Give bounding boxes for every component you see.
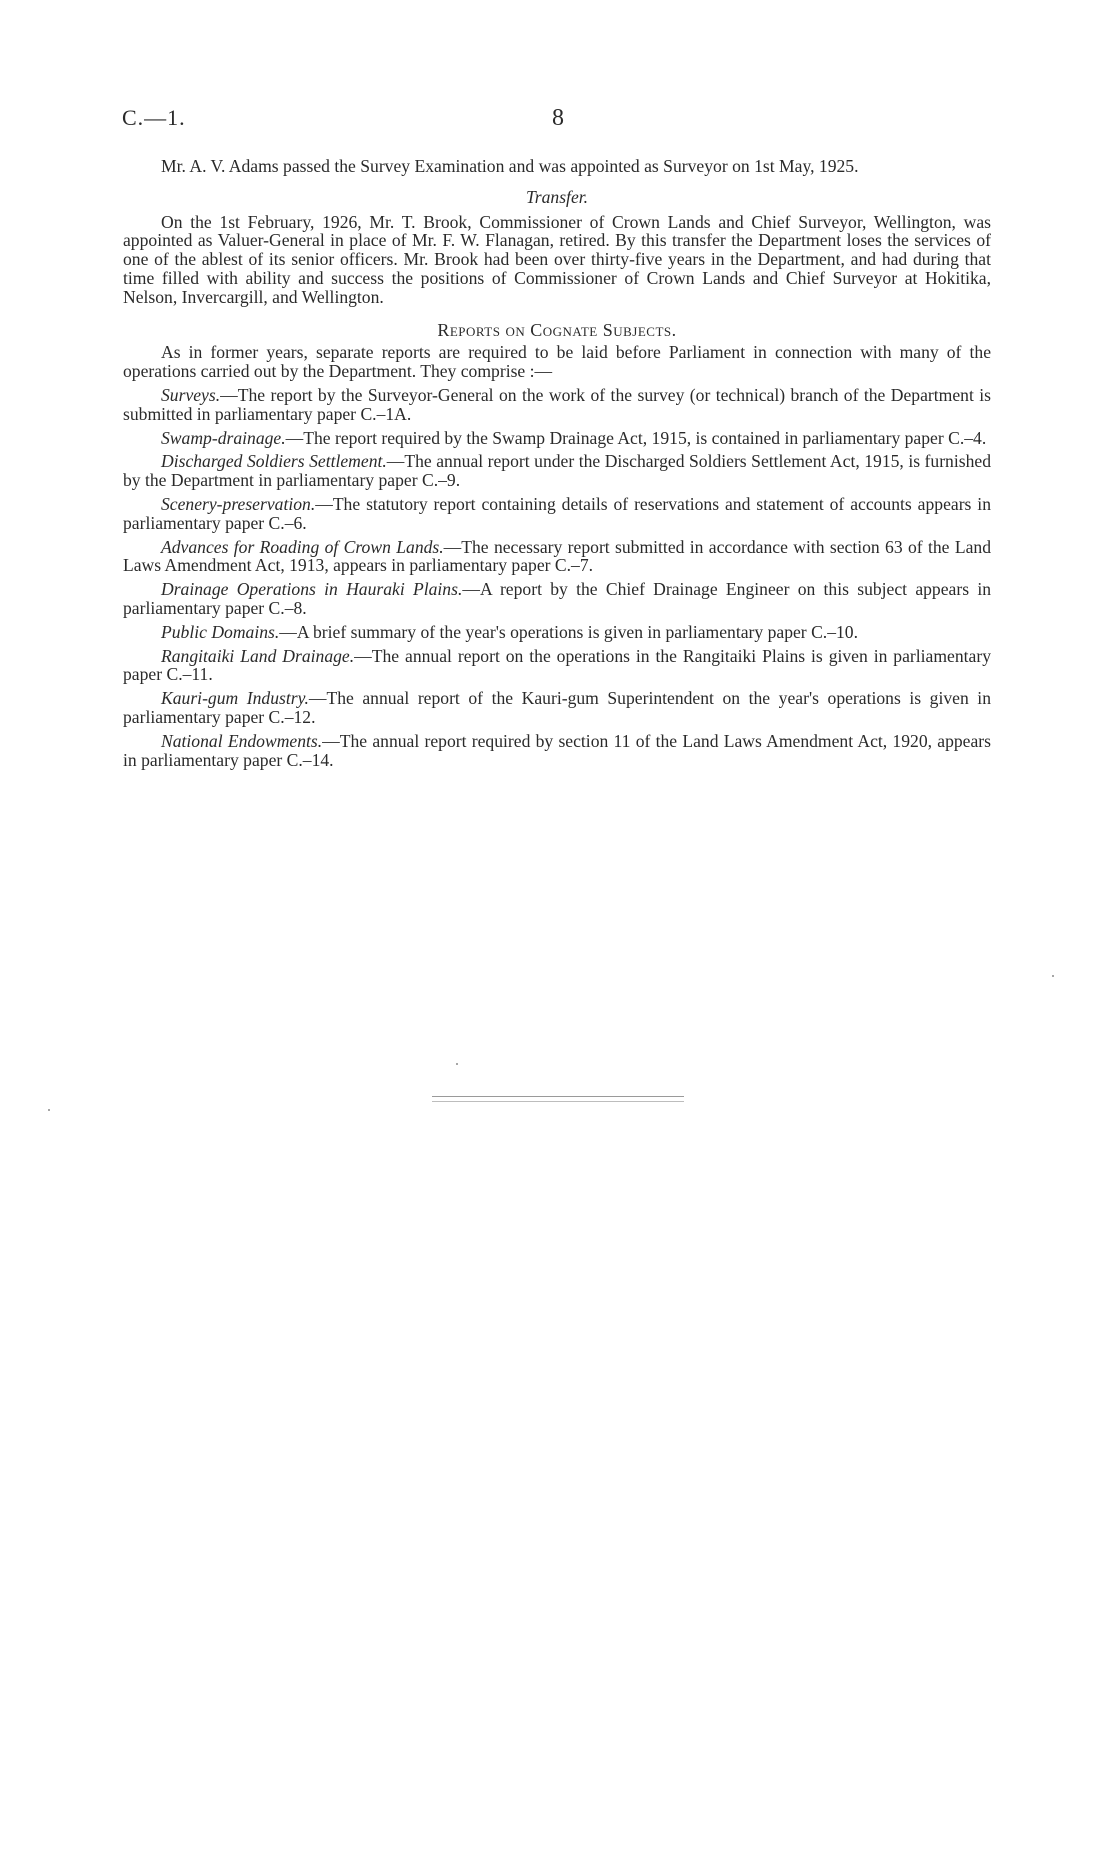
report-item-title: Drainage Operations in Hauraki Plains. (161, 579, 463, 600)
document-reference: C.—1. (122, 105, 186, 130)
report-item (123, 386, 991, 424)
scan-speck (48, 1109, 50, 1111)
paragraph-transfer: On the 1st February, 1926, Mr. T. Brook, Commissioner of Crown Lands and Chief Surveyor, Wellington, was appointed as Valuer-General in place of Mr. F. W. Flanagan, retired. By this transfer the Department loses the services of one of the ablest of its senior officers. Mr. Brook had been over thirty-five years in the Department, and had during that time filled with ability and success the positions of Commissioner of Crown Lands and Chief Surveyor at Hokitika, Nelson, Invercargill, and Wellington. (123, 211, 991, 307)
document-body (123, 157, 991, 774)
report-item-title: Scenery-preservation. (161, 493, 316, 514)
scan-speck (456, 1063, 458, 1065)
report-item-title: Discharged Soldiers Settlement. (161, 451, 387, 472)
report-item-title: National Endowments. (161, 730, 323, 751)
report-item (123, 452, 991, 490)
report-item-text: —The annual report required by section 11 of the Land Laws Amendment Act, 1920, appears in parliamentary paper C.–14. (123, 730, 991, 770)
report-item-text: —The annual report of the Kauri-gum Superintendent on the year's operations is given in parliamentary paper C.–12. (123, 688, 991, 727)
report-item-text: —A brief summary of the year's operations is given in parliamentary paper C.–10. (279, 621, 858, 642)
report-item (123, 429, 991, 448)
report-item (123, 647, 991, 685)
report-item-title: Kauri-gum Industry. (161, 688, 309, 709)
report-item-text: —The annual report under the Discharged Soldiers Settlement Act, 1915, is furnished by the Department in parliamentary paper C.–9. (123, 451, 991, 491)
report-item (123, 580, 991, 618)
report-item-text: —A report by the Chief Drainage Engineer on this subject appears in parliamentary paper C.–8. (123, 579, 991, 618)
report-item-title: Advances for Roading of Crown Lands. (161, 536, 444, 557)
report-item-text: —The annual report on the operations in the Rangitaiki Plains is given in parliamentary paper C.–11. (123, 645, 991, 685)
end-rule (432, 1096, 684, 1102)
report-item (123, 538, 991, 576)
section-heading-reports: Reports on Cognate Subjects. (437, 319, 677, 340)
report-item-title: Surveys. (161, 384, 221, 405)
scan-speck (1052, 975, 1054, 977)
report-item-text: —The statutory report containing details of reservations and statement of accounts appears in parliamentary paper C.–6. (123, 493, 991, 533)
report-item-text: —The report by the Surveyor-General on the work of the survey (or technical) branch of the Department is submitted in parliamentary paper C.–1A. (123, 384, 991, 424)
section-heading-transfer: Transfer. (525, 186, 589, 207)
report-item (123, 689, 991, 727)
paragraph-adams: Mr. A. V. Adams passed the Survey Examination and was appointed as Surveyor on 1st May, 1925. (161, 156, 859, 176)
report-item-text: —The report required by the Swamp Drainage Act, 1915, is contained in parliamentary paper C.–4. (285, 427, 987, 448)
report-item-text: —The necessary report submitted in accordance with section 63 of the Land Laws Amendment Act, 1913, appears in parliamentary paper C.–7. (123, 536, 991, 576)
report-item (123, 623, 991, 642)
report-item (123, 732, 991, 770)
report-item-title: Public Domains. (161, 621, 280, 642)
report-item (123, 495, 991, 533)
page-number: 8 (552, 105, 564, 131)
report-item-title: Rangitaiki Land Drainage. (161, 645, 355, 666)
report-item-title: Swamp-drainage. (161, 427, 286, 448)
paragraph-reports-intro: As in former years, separate reports are required to be laid before Parliament in connection with many of the operations carried out by the Department. They comprise :— (123, 342, 991, 382)
